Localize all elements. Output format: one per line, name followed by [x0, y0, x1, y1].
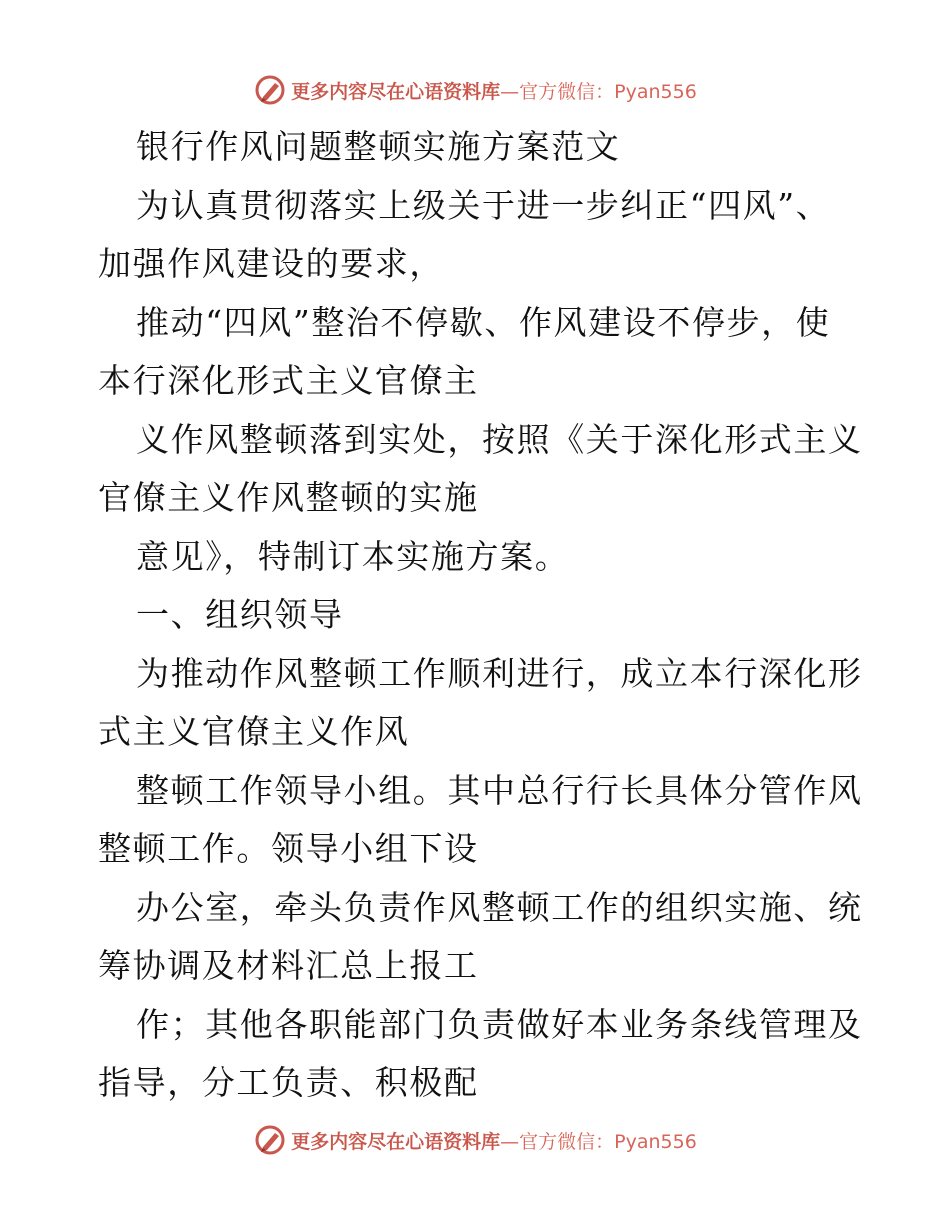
watermark-main-text: 更多内容尽在心语资料库: [291, 1130, 501, 1153]
watermark-sub-text: —官方微信：Pyan556: [500, 80, 697, 103]
paragraph-line: 官僚主义作风整顿的实施: [98, 478, 479, 517]
watermark-text: [291, 1127, 697, 1154]
paragraph-line: 加强作风建设的要求，: [98, 244, 444, 283]
paragraph-line: 办公室，牵头负责作风整顿工作的组织实施、统: [136, 887, 863, 927]
paragraph-line: 本行深化形式主义官僚主: [98, 361, 479, 400]
section-heading: 一、组织领导: [136, 595, 344, 634]
watermark-main-text: 更多内容尽在心语资料库: [291, 80, 501, 103]
paragraph-line: 整顿工作领导小组。其中总行行长具体分管作风: [136, 770, 863, 810]
watermark-text: [291, 77, 697, 104]
header-watermark: [0, 72, 950, 108]
paragraph-line: 指导，分工负责、积极配: [98, 1063, 479, 1102]
pen-circle-logo-icon: [253, 1123, 287, 1157]
paragraph-line: 整顿工作。领导小组下设: [98, 829, 479, 868]
paragraph-line: 推动“四风”整治不停歇、作风建设不停步，使: [136, 302, 831, 342]
paragraph-line: 为认真贯彻落实上级关于进一步纠正“四风”、: [136, 185, 831, 225]
footer-watermark: [0, 1122, 950, 1158]
document-title: 银行作风问题整顿实施方案范文: [136, 127, 621, 166]
watermark-sub-text: —官方微信：Pyan556: [500, 1130, 697, 1153]
paragraph-line: 作；其他各职能部门负责做好本业务条线管理及: [136, 1004, 863, 1044]
pen-circle-logo-icon: [253, 73, 287, 107]
paragraph-line: 意见》，特制订本实施方案。: [136, 536, 570, 576]
document-body: [98, 118, 863, 1113]
paragraph-line: 式主义官僚主义作风: [98, 712, 410, 751]
paragraph-line: 义作风整顿落到实处，按照《关于深化形式主义: [136, 419, 863, 459]
paragraph-line: 为推动作风整顿工作顺利进行，成立本行深化形: [136, 653, 863, 693]
paragraph-line: 筹协调及材料汇总上报工: [98, 946, 479, 985]
